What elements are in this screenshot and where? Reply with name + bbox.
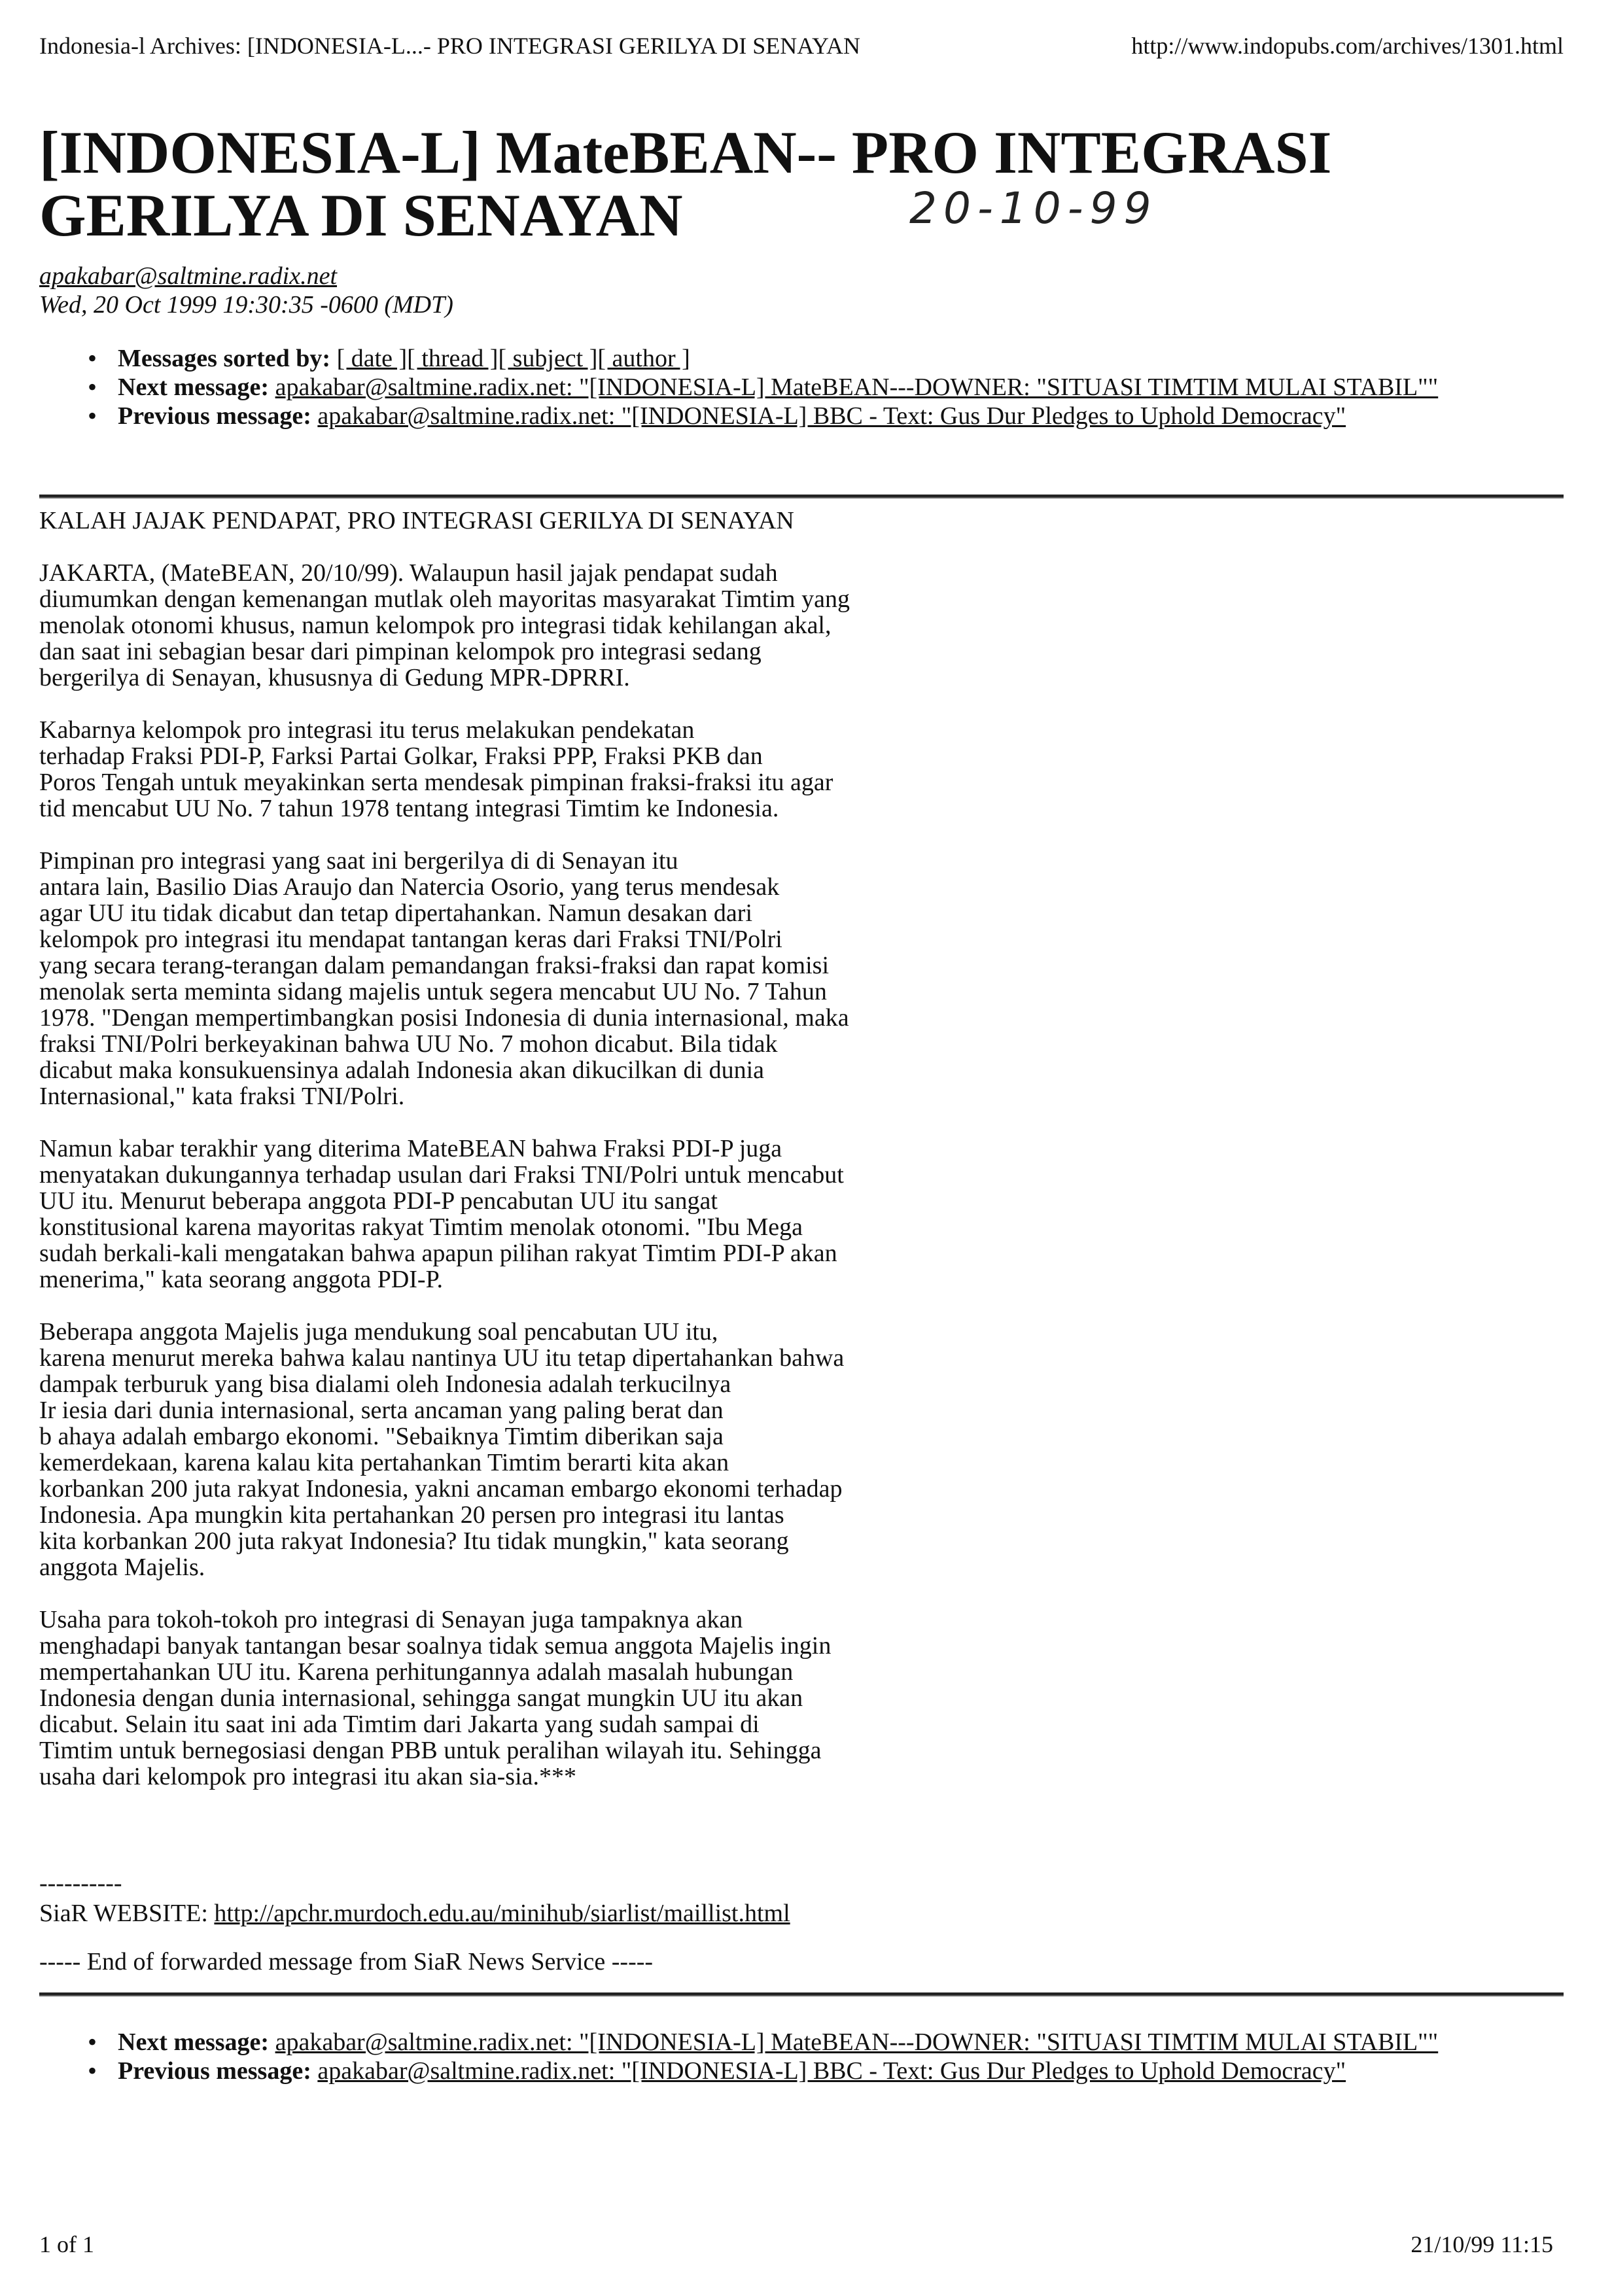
- top-nav-list: [79, 345, 1531, 432]
- article-paragraph-2: Kabarnya kelompok pro integrasi itu terus melakukan pendekatan terhadap Fraksi PDI-P, Farksi Partai Golkar, Fraksi PPP, Fraksi PKB dan Poros Tengah untuk meyakinkan serta mendesak pimpinan fraksi-fraksi itu agar tid mencabut UU No. 7 tahun 1978 tentang integrasi Timtim ke Indonesia.: [39, 716, 833, 822]
- sort-by-subject-link[interactable]: [ subject ]: [498, 345, 598, 372]
- sort-by-thread-link[interactable]: [ thread ]: [407, 345, 499, 372]
- article-paragraph-6: Usaha para tokoh-tokoh pro integrasi di Senayan juga tampaknya akan menghadapi banyak tantangan besar soalnya tidak semua anggota Majelis ingin mempertahankan UU itu. Karena perhitungannya adalah masalah hubungan Indonesia dengan dunia internasional, sehingga sangat mungkin UU itu akan dicabut. Selain itu saat ini ada Timtim dari Jakarta yang sudah sampai di Timtim untuk bernegosiasi dengan PBB untuk peralihan wilayah itu. Sehingga usaha dari kelompok pro integrasi itu akan sia-sia.***: [39, 1606, 832, 1790]
- next-message-label: Next message:: [118, 374, 270, 401]
- siar-website-line: [39, 1900, 790, 1927]
- bottom-previous-message-label: Previous message:: [118, 2057, 311, 2085]
- next-message-item: [79, 374, 1531, 400]
- article-heading: KALAH JAJAK PENDAPAT, PRO INTEGRASI GERILYA DI SENAYAN: [39, 507, 794, 534]
- print-header-title: Indonesia-l Archives: [INDONESIA-L...- PRO INTEGRASI GERILYA DI SENAYAN: [39, 33, 860, 59]
- page-count: 1 of 1: [39, 2231, 94, 2257]
- message-meta: [39, 262, 453, 319]
- bottom-next-message-item: [79, 2029, 1531, 2055]
- siar-website-link[interactable]: http://apchr.murdoch.edu.au/minihub/siarlist/maillist.html: [214, 1900, 790, 1927]
- sort-by-author-link[interactable]: [ author ]: [597, 345, 690, 372]
- article-paragraph-1: JAKARTA, (MateBEAN, 20/10/99). Walaupun hasil jajak pendapat sudah diumumkan dengan kemenangan mutlak oleh mayoritas masyarakat Timtim yang menolak otonomi khusus, namun kelompok pro integrasi tidak kehilangan akal, dan saat ini sebagian besar dari pimpinan kelompok pro integrasi sedang bergerilya di Senayan, khususnya di Gedung MPR-DPRRI.: [39, 559, 850, 691]
- next-message-link[interactable]: apakabar@saltmine.radix.net: "[INDONESIA-L] MateBEAN---DOWNER: "SITUASI TIMTIM MULAI STABIL"": [275, 374, 1439, 401]
- signature-separator: ----------: [39, 1870, 122, 1897]
- bottom-next-message-label: Next message:: [118, 2028, 270, 2056]
- article-body: [39, 508, 955, 1816]
- bottom-previous-message-link[interactable]: apakabar@saltmine.radix.net: "[INDONESIA-L] BBC - Text: Gus Dur Pledges to Uphold Democracy": [317, 2057, 1346, 2085]
- sender-email-link[interactable]: apakabar@saltmine.radix.net: [39, 262, 338, 290]
- print-header-url: http://www.indopubs.com/archives/1301.html: [1131, 33, 1564, 59]
- bottom-nav-list: [79, 2029, 1531, 2087]
- message-date: Wed, 20 Oct 1999 19:30:35 -0600 (MDT): [39, 291, 453, 319]
- previous-message-link[interactable]: apakabar@saltmine.radix.net: "[INDONESIA-L] BBC - Text: Gus Dur Pledges to Uphold Democracy": [317, 402, 1346, 430]
- end-forwarded-note: ----- End of forwarded message from SiaR News Service -----: [39, 1948, 654, 1975]
- sorted-by-label: Messages sorted by:: [118, 345, 331, 372]
- page-title: [INDONESIA-L] MateBEAN-- PRO INTEGRASI GERILYA DI SENAYAN: [39, 119, 1332, 249]
- bottom-previous-message-item: [79, 2058, 1531, 2084]
- article-paragraph-5: Beberapa anggota Majelis juga mendukung soal pencabutan UU itu, karena menurut mereka bahwa kalau nantinya UU itu tetap dipertahankan bahwa dampak terburuk yang bisa dialami oleh Indonesia adalah terkucilnya Ir iesia dari dunia internasional, serta ancaman yang paling berat dan b ahaya adalah embargo ekonomi. "Sebaiknya Timtim diberikan saja kemerdekaan, karena kalau kita pertahankan Timtim berarti kita akan korbankan 200 juta rakyat Indonesia, yakni ancaman embargo ekonomi terhadap Indonesia. Apa mungkin kita pertahankan 20 persen pro integrasi itu lantas kita korbankan 200 juta rakyat Indonesia? Itu tidak mungkin," kata seorang anggota Majelis.: [39, 1318, 845, 1581]
- bottom-next-message-link[interactable]: apakabar@saltmine.radix.net: "[INDONESIA-L] MateBEAN---DOWNER: "SITUASI TIMTIM MULAI STABIL"": [275, 2028, 1439, 2056]
- top-divider: [39, 495, 1564, 498]
- previous-message-label: Previous message:: [118, 402, 311, 430]
- print-timestamp: 21/10/99 11:15: [1410, 2231, 1553, 2257]
- sort-links-item: [79, 345, 1531, 372]
- bottom-divider: [39, 1992, 1564, 1996]
- sort-by-date-link[interactable]: [ date ]: [336, 345, 408, 372]
- siar-website-label: SiaR WEBSITE:: [39, 1900, 215, 1927]
- previous-message-item: [79, 403, 1531, 429]
- handwritten-date: 20-10-99: [909, 183, 1158, 234]
- article-paragraph-3: Pimpinan pro integrasi yang saat ini bergerilya di di Senayan itu antara lain, Basilio Dias Araujo dan Natercia Osorio, yang terus mendesak agar UU itu tidak dicabut dan tetap dipertahankan. Namun desakan dari kelompok pro integrasi itu mendapat tantangan keras dari Fraksi TNI/Polri yang secara terang-terangan dalam pemandangan fraksi-fraksi dan rapat komisi menolak serta meminta sidang majelis untuk segera mencabut UU No. 7 Tahun 1978. "Dengan mempertimbangkan posisi Indonesia di dunia internasional, maka fraksi TNI/Polri berkeyakinan bahwa UU No. 7 mohon dicabut. Bila tidak dicabut maka konsukuensinya adalah Indonesia akan dikucilkan di dunia Internasional," kata fraksi TNI/Polri.: [39, 847, 849, 1110]
- article-paragraph-4: Namun kabar terakhir yang diterima MateBEAN bahwa Fraksi PDI-P juga menyatakan dukungannya terhadap usulan dari Fraksi TNI/Polri untuk mencabut UU itu. Menurut beberapa anggota PDI-P pencabutan UU itu sangat konstitusional karena mayoritas rakyat Timtim menolak otonomi. "Ibu Mega sudah berkali-kali mengatakan bahwa apapun pilihan rakyat Timtim PDI-P akan menerima," kata seorang anggota PDI-P.: [39, 1135, 844, 1293]
